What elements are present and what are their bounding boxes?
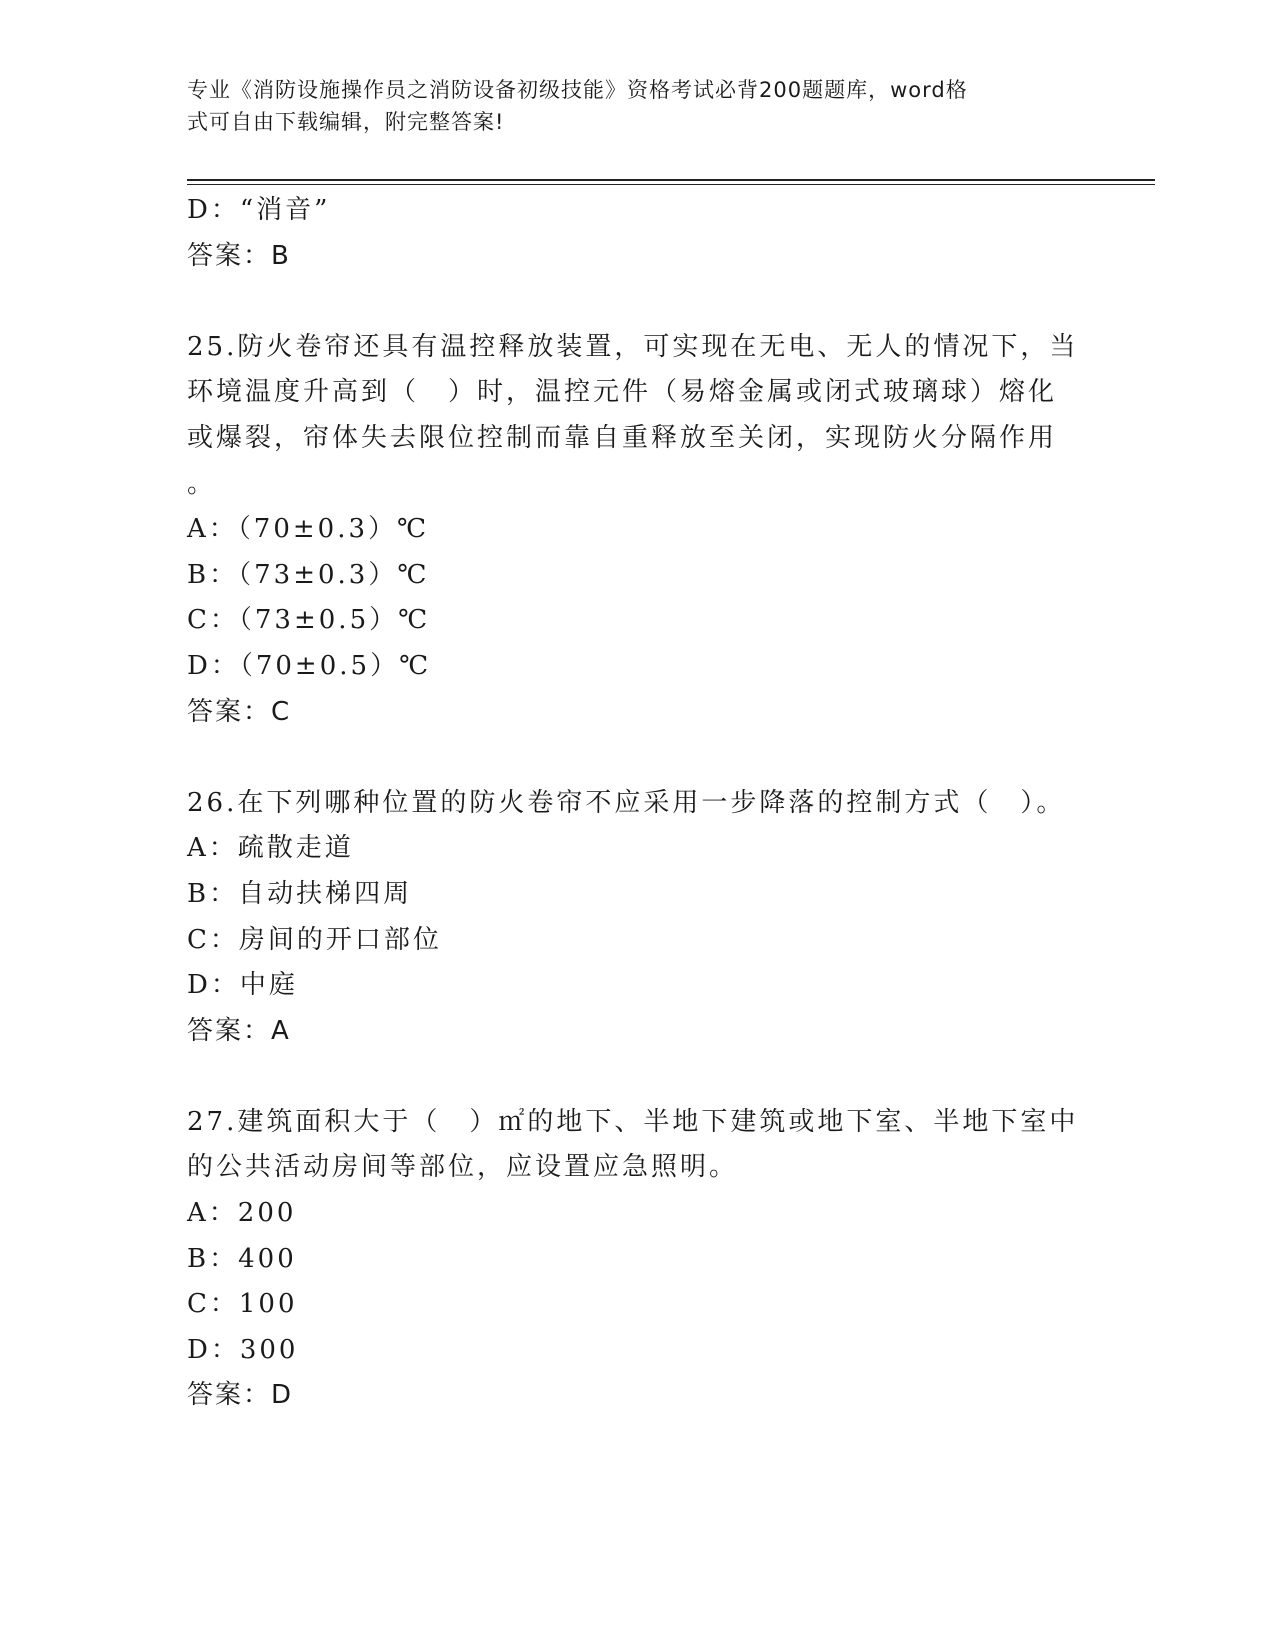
- question-27: [187, 1100, 1087, 1419]
- header-divider-thin: [187, 184, 1155, 185]
- spacer: [187, 1054, 1087, 1100]
- option-a: A：（70±0.3）℃: [187, 514, 430, 545]
- answer-line: 答案：D: [187, 1380, 294, 1411]
- option-b: B：400: [187, 1243, 297, 1274]
- header-line-2: 式可自由下载编辑，附完整答案!: [187, 110, 505, 134]
- header-line-1: 专业《消防设施操作员之消防设备初级技能》资格考试必背200题题库，word格: [187, 78, 968, 102]
- option-a: A：疏散走道: [187, 833, 354, 864]
- page-header: [187, 74, 1087, 138]
- document-body: [187, 188, 1087, 1419]
- question-stem-line: 27.建筑面积大于（ ）㎡的地下、半地下建筑或地下室、半地下室中: [187, 1106, 1079, 1137]
- answer-line: 答案：A: [187, 1015, 291, 1046]
- option-d: D：“消音”: [187, 195, 331, 225]
- question-24-tail: [187, 188, 1087, 279]
- answer-line: 答案：B: [187, 240, 291, 271]
- question-25: [187, 325, 1087, 735]
- option-c: C：100: [187, 1289, 298, 1320]
- question-stem-line: 25.防火卷帘还具有温控释放装置，可实现在无电、无人的情况下，当: [187, 331, 1079, 362]
- header-divider-thick: [187, 179, 1155, 181]
- option-a: A：200: [187, 1198, 297, 1229]
- option-b: B：自动扶梯四周: [187, 878, 413, 909]
- question-stem-line: 的公共活动房间等部位，应设置应急照明。: [187, 1152, 739, 1183]
- answer-line: 答案：C: [187, 696, 292, 727]
- question-stem-line: 环境温度升高到（ ）时，温控元件（易熔金属或闭式玻璃球）熔化: [187, 377, 1058, 408]
- option-d: D：中庭: [187, 970, 298, 1001]
- option-c: C：（73±0.5）℃: [187, 605, 431, 636]
- option-c: C：房间的开口部位: [187, 924, 442, 955]
- option-d: D：300: [187, 1334, 299, 1365]
- spacer: [187, 279, 1087, 325]
- option-b: B：（73±0.3）℃: [187, 559, 430, 590]
- option-d: D：（70±0.5）℃: [187, 650, 432, 681]
- question-stem-line: 26.在下列哪种位置的防火卷帘不应采用一步降落的控制方式（ ）。: [187, 787, 1066, 818]
- question-26: [187, 781, 1087, 1055]
- spacer: [187, 735, 1087, 781]
- question-stem-line: 或爆裂，帘体失去限位控制而靠自重释放至关闭，实现防火分隔作用: [187, 422, 1058, 453]
- question-stem-line: 。: [187, 468, 217, 499]
